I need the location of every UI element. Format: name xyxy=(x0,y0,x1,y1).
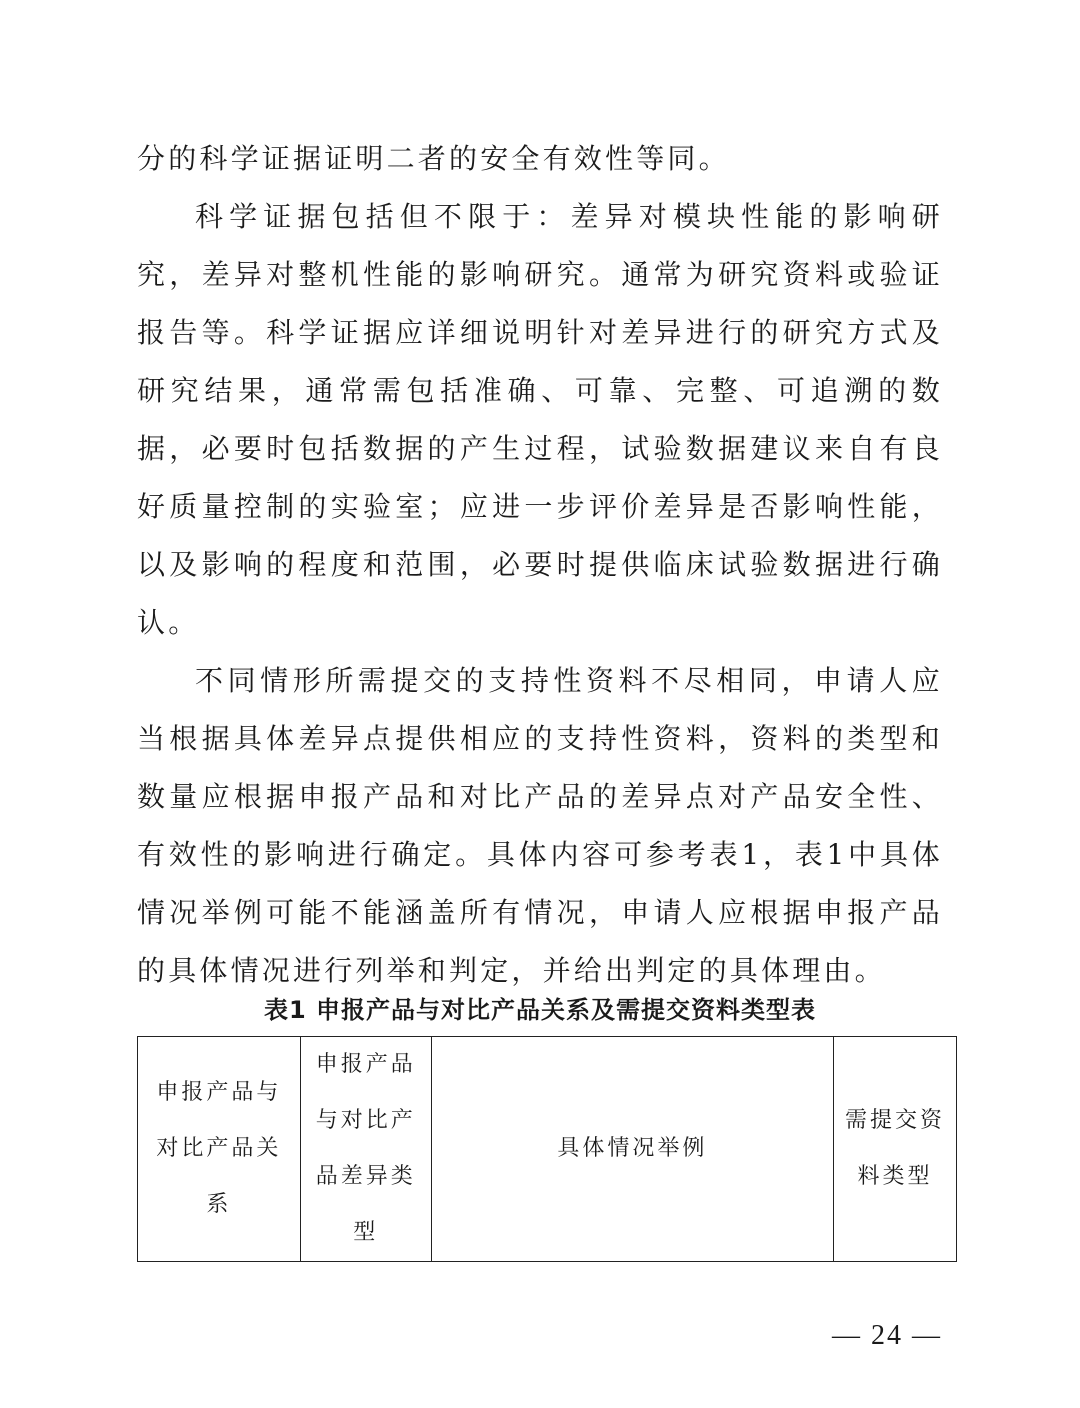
comparison-table xyxy=(137,1036,957,1262)
table-header-row xyxy=(138,1037,957,1262)
header-material-type: 需提交资料类型 xyxy=(834,1037,957,1262)
body-text xyxy=(137,130,943,1000)
page-number: — 24 — xyxy=(832,1320,942,1351)
header-difference-type: 申报产品与对比产品差异类型 xyxy=(300,1037,431,1262)
header-relationship: 申报产品与对比产品关系 xyxy=(138,1037,301,1262)
table-title: 表1 申报产品与对比产品关系及需提交资料类型表 xyxy=(263,996,817,1024)
header-examples: 具体情况举例 xyxy=(431,1037,833,1262)
paragraph-supporting-materials: 不同情形所需提交的支持性资料不尽相同，申请人应当根据具体差异点提供相应的支持性资料，资料的类型和数量应根据申报产品和对比产品的差异点对产品安全性、有效性的影响进行确定。具体内容可参考表1，表1中具体情况举例可能不能涵盖所有情况，申请人应根据申报产品的具体情况进行列举和判定，并给出判定的具体理由。 xyxy=(137,664,943,987)
paragraph-scientific-evidence: 科学证据包括但不限于：差异对模块性能的影响研究，差异对整机性能的影响研究。通常为研究资料或验证报告等。科学证据应详细说明针对差异进行的研究方式及研究结果，通常需包括准确、可靠、完整、可追溯的数据，必要时包括数据的产生过程，试验数据建议来自有良好质量控制的实验室；应进一步评价差异是否影响性能，以及影响的程度和范围，必要时提供临床试验数据进行确认。 xyxy=(137,200,943,639)
paragraph-continuation: 分的科学证据证明二者的安全有效性等同。 xyxy=(137,142,730,175)
